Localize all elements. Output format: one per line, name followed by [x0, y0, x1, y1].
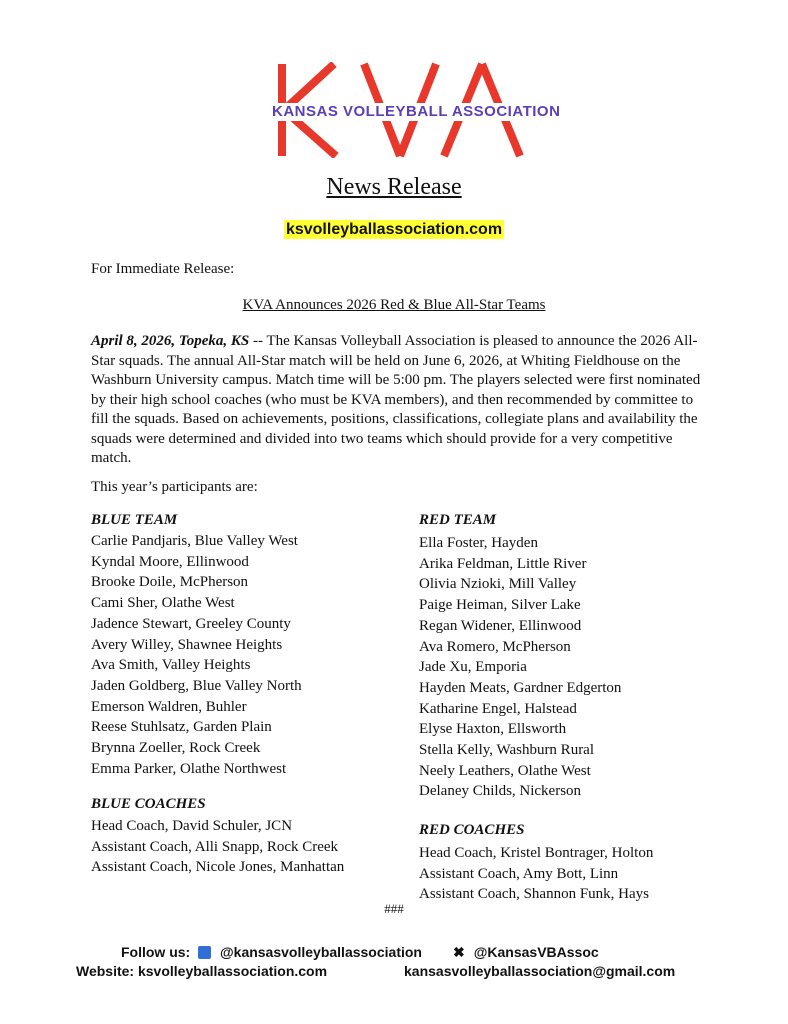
blue-team-heading: BLUE TEAM: [91, 512, 178, 528]
body-paragraph: [91, 332, 703, 469]
participants-intro: This year’s participants are:: [91, 479, 258, 495]
list-item: Olivia Nzioki, Mill Valley: [419, 576, 577, 593]
website-link[interactable]: Website: ksvolleyballassociation.com: [76, 963, 328, 979]
list-item: Paige Heiman, Silver Lake: [419, 597, 581, 614]
blue-coaches-list: [91, 816, 344, 878]
release-label: For Immediate Release:: [91, 261, 235, 277]
list-item: Emerson Waldren, Buhler: [91, 698, 247, 715]
list-item: Assistant Coach, Nicole Jones, Manhattan: [91, 859, 345, 876]
dateline: April 8, 2026, Topeka, KS: [91, 333, 250, 349]
list-item: Katharine Engel, Halstead: [419, 700, 577, 717]
red-team-heading: RED TEAM: [419, 512, 497, 528]
list-item: Delaney Childs, Nickerson: [419, 783, 582, 800]
x-twitter-icon: ✖: [452, 944, 465, 960]
list-item: Ava Smith, Valley Heights: [91, 657, 251, 674]
website-highlight-text: ksvolleyballassociation.com: [285, 221, 503, 238]
follow-line: [121, 944, 599, 961]
email-link[interactable]: kansasvolleyballassociation@gmail.com: [404, 963, 676, 979]
logo-subtitle: KANSAS VOLLEYBALL ASSOCIATION: [272, 103, 561, 120]
list-item: Hayden Meats, Gardner Edgerton: [419, 679, 622, 696]
facebook-handle-link[interactable]: @kansasvolleyballassociation: [220, 944, 422, 960]
list-item: Elyse Haxton, Ellsworth: [419, 721, 567, 738]
list-item: Carlie Pandjaris, Blue Valley West: [91, 533, 298, 549]
list-item: Head Coach, David Schuler, JCN: [91, 818, 293, 834]
list-item: Ava Romero, McPherson: [419, 638, 571, 655]
kva-logo: [272, 62, 561, 158]
paragraph-text: -- The Kansas Volleyball Association is pleased to announce the 2026 All-Star squads. The annual All-Star match will be held on June 6, 2026, at Whiting Fieldhouse on the Washburn University campus. Match time will be 5:00 pm. The players selected were first nominated by their high school coaches (who must be KVA members), and then recommended by committee to fill the squads. Based on achievements, positions, classifications, collegiate plans and availability the squads were determined and divided into two teams which should provide for a very competitive match.: [91, 333, 701, 466]
list-item: Head Coach, Kristel Bontrager, Holton: [419, 845, 654, 861]
list-item: Assistant Coach, Alli Snapp, Rock Creek: [91, 838, 339, 855]
blue-team-list: [91, 531, 302, 779]
list-item: Stella Kelly, Washburn Rural: [419, 742, 595, 759]
end-mark: ###: [384, 901, 404, 916]
red-coaches-list: [419, 843, 653, 905]
list-item: Assistant Coach, Amy Bott, Linn: [419, 865, 619, 882]
list-item: Assistant Coach, Shannon Funk, Hays: [419, 886, 649, 903]
red-team-list: [419, 533, 621, 802]
list-item: Jadence Stewart, Greeley County: [91, 615, 291, 632]
blue-coaches-heading: BLUE COACHES: [91, 796, 206, 812]
list-item: Brynna Zoeller, Rock Creek: [91, 740, 261, 757]
facebook-icon: [198, 946, 211, 959]
follow-label: Follow us:: [121, 944, 191, 960]
list-item: Reese Stuhlsatz, Garden Plain: [91, 719, 272, 736]
red-coaches-heading: RED COACHES: [419, 822, 525, 838]
list-item: Arika Feldman, Little River: [419, 555, 587, 572]
list-item: Kyndal Moore, Ellinwood: [91, 553, 249, 570]
headline: KVA Announces 2026 Red & Blue All-Star Teams: [242, 297, 546, 313]
list-item: Ella Foster, Hayden: [419, 535, 538, 551]
page-title: News Release: [326, 174, 462, 200]
list-item: Regan Widener, Ellinwood: [419, 617, 582, 634]
list-item: Cami Sher, Olathe West: [91, 595, 235, 612]
list-item: Neely Leathers, Olathe West: [419, 762, 591, 779]
list-item: Jaden Goldberg, Blue Valley North: [91, 677, 302, 694]
list-item: Jade Xu, Emporia: [419, 659, 527, 676]
list-item: Brooke Doile, McPherson: [91, 574, 249, 591]
list-item: Emma Parker, Olathe Northwest: [91, 760, 287, 777]
list-item: Avery Willey, Shawnee Heights: [91, 636, 283, 653]
twitter-handle-link[interactable]: @KansasVBAssoc: [473, 944, 599, 960]
website-highlight: [0, 221, 788, 239]
